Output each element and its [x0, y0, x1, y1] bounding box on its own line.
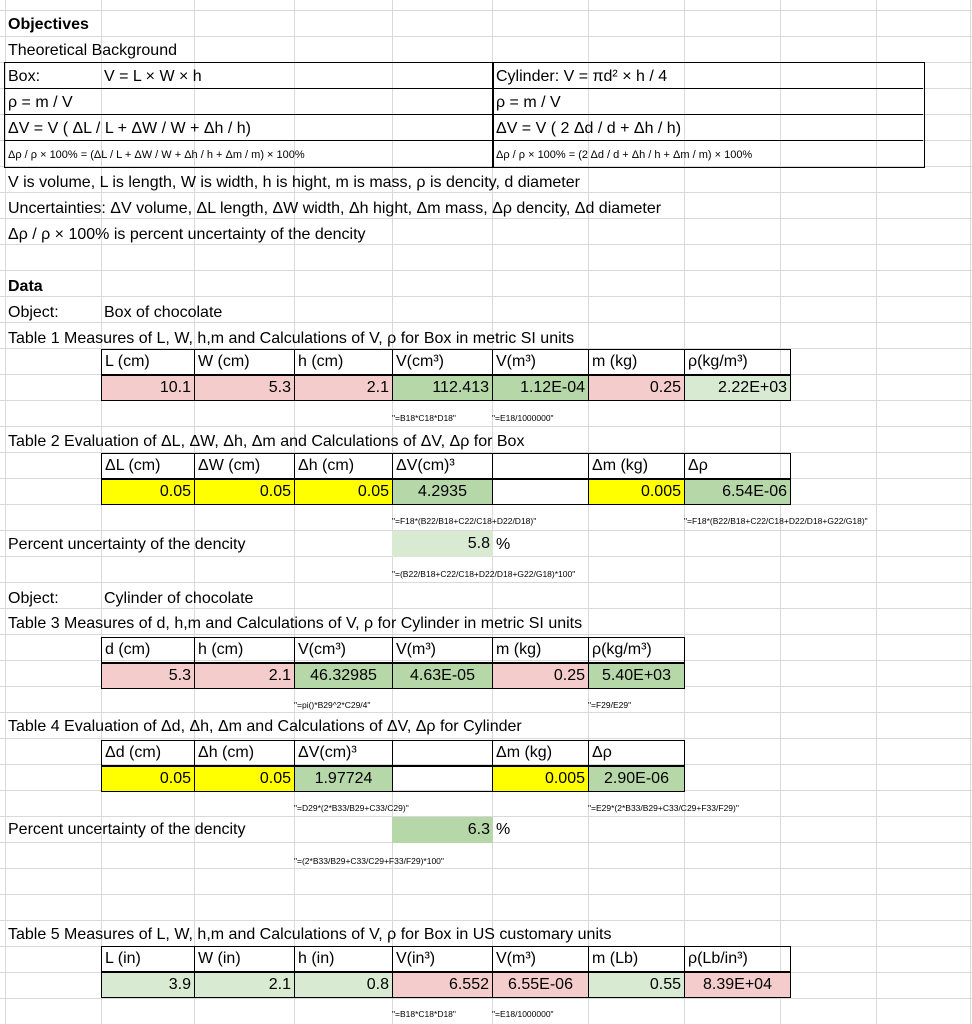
table4-header[interactable]: ΔV(cm)³: [294, 740, 393, 766]
formula-note: "=E18/1000000": [492, 413, 554, 423]
percent-sign: %: [496, 536, 511, 553]
table5-value[interactable]: 6.55E-06: [492, 972, 589, 998]
table1-value[interactable]: 10.1: [101, 375, 195, 401]
gridline: [0, 920, 972, 921]
table3-value[interactable]: 5.40E+03: [588, 663, 685, 689]
table5-header[interactable]: V(in³): [392, 946, 493, 972]
note-uncertainties: Uncertainties: ΔV volume, ΔL length, ΔW width, Δh hight, Δm mass, Δρ dencity, Δd diameter: [8, 200, 662, 217]
gridline: [970, 0, 971, 1024]
percent-label: Percent uncertainty of the dencity: [8, 536, 246, 553]
table2-value[interactable]: 0.005: [588, 479, 685, 505]
table3-value[interactable]: 46.32985: [294, 663, 393, 689]
table2-header[interactable]: ΔW (cm): [194, 453, 295, 479]
object-label: Object:: [8, 304, 59, 321]
table2-value[interactable]: 4.2935: [392, 479, 493, 505]
percent-value[interactable]: 6.3: [392, 817, 493, 843]
cylinder-dv-formula: ΔV = V ( 2 Δd / d + Δh / h): [496, 120, 682, 137]
formula-note: "=E18/1000000": [492, 1009, 554, 1019]
table2-header[interactable]: ΔV(cm)³: [392, 453, 493, 479]
table3-value[interactable]: 2.1: [194, 663, 295, 689]
table2-header[interactable]: Δh (cm): [294, 453, 393, 479]
formula-note: "=F29/E29": [588, 700, 632, 710]
cylinder-volume-formula: Cylinder: V = πd² × h / 4: [496, 68, 668, 85]
table4-value[interactable]: 1.97724: [294, 766, 393, 792]
formula-note: "=F18*(B22/B18+C22/C18+D22/D18+G22/G18)": [684, 516, 868, 526]
table1-header[interactable]: V(m³): [492, 349, 589, 375]
table3-header[interactable]: h (cm): [194, 637, 295, 663]
formula-note: "=pi()*B29^2*C29/4": [294, 700, 371, 710]
table3-title: Table 3 Measures of d, h,m and Calculations of V, ρ for Cylinder in metric SI units: [8, 615, 583, 632]
frame-line: [4, 88, 923, 89]
gridline: [0, 712, 972, 713]
box-pct-formula: Δρ / ρ × 100% = (ΔL / L + ΔW / W + Δh / h + Δm / m) × 100%: [8, 149, 305, 161]
table3-header[interactable]: V(m³): [392, 637, 493, 663]
theory-heading: Theoretical Background: [8, 42, 177, 59]
percent-value[interactable]: 5.8: [392, 531, 493, 557]
gridline: [0, 582, 972, 583]
table5-header[interactable]: V(m³): [492, 946, 589, 972]
table5-title: Table 5 Measures of L, W, h,m and Calculations of V, ρ for Box in US customary units: [8, 926, 612, 943]
table1-header[interactable]: m (kg): [588, 349, 685, 375]
table1-header[interactable]: W (cm): [194, 349, 295, 375]
data-heading: Data: [8, 278, 43, 295]
formula-note: "=(2*B33/B29+C33/C29+F33/F29)*100": [294, 856, 444, 866]
table4-value[interactable]: 0.05: [101, 766, 195, 792]
table3-value[interactable]: 5.3: [101, 663, 195, 689]
gridline: [0, 868, 972, 869]
table1-value[interactable]: 0.25: [588, 375, 685, 401]
table1-value[interactable]: 2.22E+03: [684, 375, 791, 401]
box-dv-formula: ΔV = V ( ΔL / L + ΔW / W + Δh / h): [8, 120, 251, 137]
object-label: Object:: [8, 590, 59, 607]
table5-header[interactable]: L (in): [101, 946, 195, 972]
table3-header[interactable]: d (cm): [101, 637, 195, 663]
gridline: [0, 608, 972, 609]
table2-header[interactable]: Δρ: [684, 453, 791, 479]
gridline: [0, 998, 972, 999]
table2-header[interactable]: [492, 453, 589, 479]
objectives-heading: Objectives: [8, 16, 89, 33]
cylinder-pct-formula: Δρ / ρ × 100% = (2 Δd / d + Δh / h + Δm / m) × 100%: [496, 149, 753, 161]
formula-note: "=B18*C18*D18": [392, 413, 456, 423]
table5-value[interactable]: 2.1: [194, 972, 295, 998]
gridline: [0, 218, 972, 219]
gridline: [0, 894, 972, 895]
object-name: Cylinder of chocolate: [104, 590, 254, 607]
table5-header[interactable]: h (in): [294, 946, 393, 972]
table5-value[interactable]: 3.9: [101, 972, 195, 998]
box-density-formula: ρ = m / V: [8, 94, 73, 111]
gridline: [0, 322, 972, 323]
table4-value[interactable]: 2.90E-06: [588, 766, 685, 792]
table4-value[interactable]: [392, 766, 493, 792]
table5-value[interactable]: 0.8: [294, 972, 393, 998]
frame-line: [4, 114, 923, 115]
table2-value[interactable]: 0.05: [294, 479, 393, 505]
gridline: [0, 426, 972, 427]
gridline: [0, 36, 972, 37]
table3-header[interactable]: V(cm³): [294, 637, 393, 663]
gridline: [0, 10, 972, 11]
table5-header[interactable]: ρ(Lb/in³): [684, 946, 791, 972]
note-variables: V is volume, L is length, W is width, h is hight, m is mass, ρ is dencity, d diameter: [8, 174, 580, 191]
gridline: [0, 270, 972, 271]
table1-header[interactable]: L (cm): [101, 349, 195, 375]
percent-sign: %: [496, 821, 511, 838]
table3-value[interactable]: 0.25: [492, 663, 589, 689]
table5-value[interactable]: 8.39E+04: [684, 972, 791, 998]
frame-line: [4, 140, 923, 141]
table4-header[interactable]: Δd (cm): [101, 740, 195, 766]
note-percent: Δρ / ρ × 100% is percent uncertainty of the dencity: [8, 226, 366, 243]
gridline: [0, 738, 972, 739]
table2-header[interactable]: ΔL (cm): [101, 453, 195, 479]
table4-header[interactable]: Δρ: [588, 740, 685, 766]
cylinder-density-formula: ρ = m / V: [496, 94, 561, 111]
table1-header[interactable]: h (cm): [294, 349, 393, 375]
table1-value[interactable]: 1.12E-04: [492, 375, 589, 401]
gridline: [0, 634, 972, 635]
table4-value[interactable]: 0.05: [194, 766, 295, 792]
formula-note: "=E29*(2*B33/B29+C33/C29+F33/F29)": [588, 803, 739, 813]
table1-header[interactable]: ρ(kg/m³): [684, 349, 791, 375]
table4-header[interactable]: Δm (kg): [492, 740, 589, 766]
formula-note: "=(B22/B18+C22/C18+D22/D18+G22/G18)*100": [392, 569, 576, 579]
table3-header[interactable]: ρ(kg/m³): [588, 637, 685, 663]
table5-header[interactable]: m (Lb): [588, 946, 685, 972]
box-volume-formula: V = L × W × h: [104, 68, 202, 85]
gridline: [0, 244, 972, 245]
gridline: [0, 296, 972, 297]
table4-header[interactable]: [392, 740, 493, 766]
table2-value[interactable]: 0.05: [101, 479, 195, 505]
table5-value[interactable]: 6.552: [392, 972, 493, 998]
table2-value[interactable]: [492, 479, 589, 505]
formula-note: "=D29*(2*B33/B29+C33/C29)": [294, 803, 409, 813]
table1-value[interactable]: 2.1: [294, 375, 393, 401]
table4-title: Table 4 Evaluation of Δd, Δh, Δm and Calculations of ΔV, Δρ for Cylinder: [8, 718, 522, 735]
table1-title: Table 1 Measures of L, W, h,m and Calculations of V, ρ for Box in metric SI units: [8, 330, 575, 347]
object-name: Box of chocolate: [104, 304, 223, 321]
percent-label: Percent uncertainty of the dencity: [8, 821, 246, 838]
table1-value[interactable]: 112.413: [392, 375, 493, 401]
table1-header[interactable]: V(cm³): [392, 349, 493, 375]
table3-value[interactable]: 4.63E-05: [392, 663, 493, 689]
table4-header[interactable]: Δh (cm): [194, 740, 295, 766]
table5-header[interactable]: W (in): [194, 946, 295, 972]
table2-title: Table 2 Evaluation of ΔL, ΔW, Δh, Δm and Calculations of ΔV, Δρ for Box: [8, 433, 525, 450]
table1-value[interactable]: 5.3: [194, 375, 295, 401]
table4-value[interactable]: 0.005: [492, 766, 589, 792]
gridline: [0, 192, 972, 193]
formula-note: "=B18*C18*D18": [392, 1009, 456, 1019]
table2-value[interactable]: 0.05: [194, 479, 295, 505]
box-label: Box:: [8, 68, 41, 85]
table2-value[interactable]: 6.54E-06: [684, 479, 791, 505]
table3-header[interactable]: m (kg): [492, 637, 589, 663]
table5-value[interactable]: 0.55: [588, 972, 685, 998]
formula-note: "=F18*(B22/B18+C22/C18+D22/D18)": [392, 516, 537, 526]
table2-header[interactable]: Δm (kg): [588, 453, 685, 479]
